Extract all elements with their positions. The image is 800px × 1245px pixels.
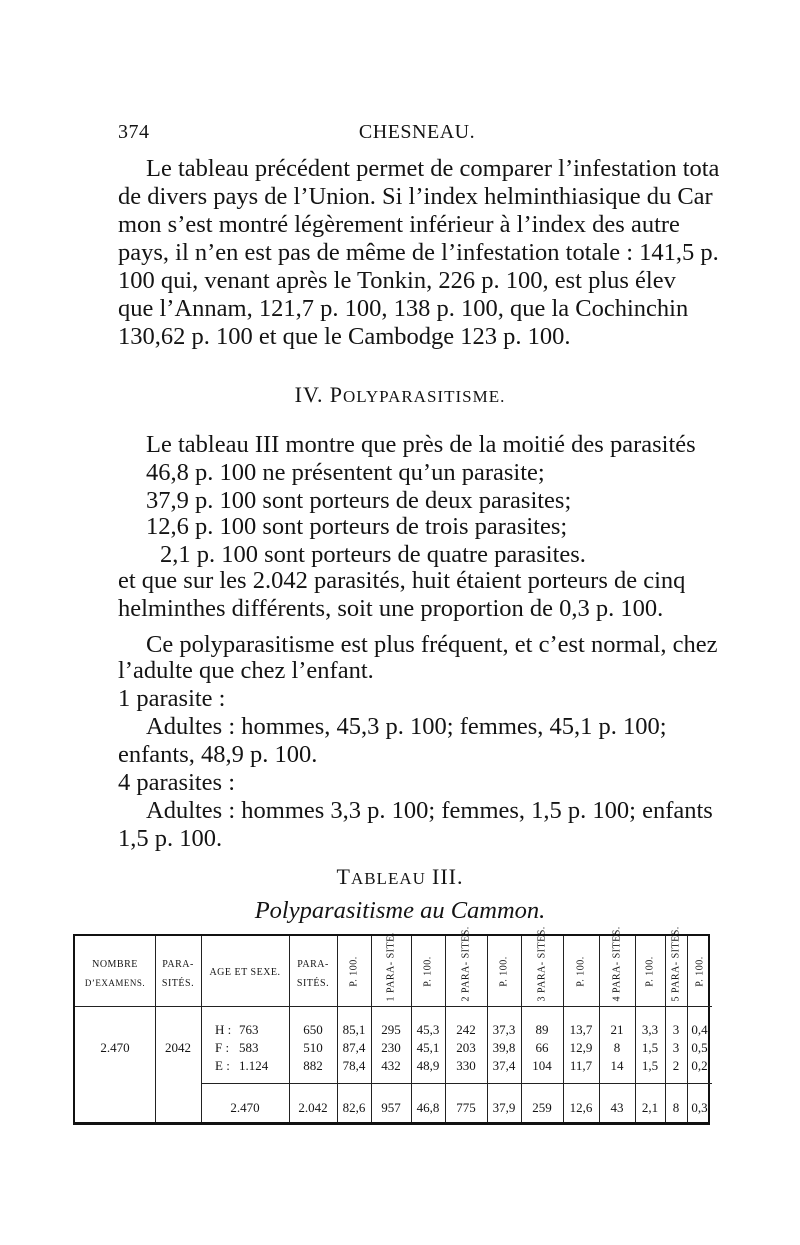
table-cell: 66: [535, 1040, 549, 1055]
table-cell: 3: [672, 1022, 680, 1037]
column-divider: [201, 936, 202, 1122]
header-parasites-line: SITÉS.: [161, 978, 195, 989]
table-cell: 87,4: [342, 1040, 366, 1055]
text-line: Le tableau III montre que près de la moitié des parasités: [146, 431, 696, 458]
table-cell: 2: [672, 1058, 680, 1073]
header-p100: P. 100.: [575, 956, 587, 987]
table-cell: 230: [381, 1040, 401, 1055]
cell-count: 763: [239, 1022, 259, 1037]
table-cell: 78,4: [342, 1058, 366, 1073]
table-cell: 1,5: [641, 1058, 659, 1073]
section-title-initial: P: [329, 382, 343, 407]
header-parasites2-line: PARA-: [297, 959, 329, 970]
table-cell: 39,8: [492, 1040, 516, 1055]
total-cell: 0,3: [691, 1100, 708, 1115]
table-cell: 37,3: [492, 1022, 516, 1037]
total-cell: 37,9: [492, 1100, 516, 1115]
text-line: Ce polyparasitisme est plus fréquent, et c’est normal, chez: [146, 631, 718, 658]
table-cell: 0,5: [691, 1040, 708, 1055]
section-heading: [0, 380, 800, 412]
table-cell: 8: [613, 1040, 621, 1055]
table-cell: 21: [610, 1022, 624, 1037]
table-caption: Polyparasitisme au Cammon.: [254, 897, 546, 924]
header-parasites2-line: SITÉS.: [296, 978, 330, 989]
header-p100: P. 100.: [348, 956, 360, 987]
header-p100: P. 100.: [694, 956, 706, 987]
table-cell: 0,2: [691, 1058, 708, 1073]
cell-nombre-examens: 2.470: [100, 1040, 130, 1055]
header-3-parasites: 3 PARA- SITES.: [536, 926, 548, 1002]
text-line: helminthes différents, soit une proportion de 0,3 p. 100.: [118, 595, 664, 622]
header-nombre: [75, 958, 155, 990]
total-cell: 43: [610, 1100, 624, 1115]
header-rule: [75, 1006, 712, 1007]
table-cell: 45,3: [416, 1022, 440, 1037]
header-parasites-line: PARA-: [162, 959, 194, 970]
cell-age-sex: H :: [215, 1022, 232, 1037]
text-line: que l’Annam, 121,7 p. 100, 138 p. 100, que la Cochinchin: [118, 295, 689, 322]
table-cell: 37,4: [492, 1058, 516, 1073]
text-line: l’adulte que chez l’enfant.: [118, 657, 374, 684]
table-cell: 650: [303, 1022, 323, 1037]
total-cell: 12,6: [569, 1100, 593, 1115]
table-cell: 89: [535, 1022, 549, 1037]
header-p100: P. 100.: [498, 956, 510, 987]
header-nombre-line: NOMBRE: [92, 959, 138, 970]
text-line: 12,6 p. 100 sont porteurs de trois parasites;: [146, 513, 568, 540]
header-parasites2: [289, 958, 337, 990]
total-cell: 957: [381, 1100, 401, 1115]
polyparasitism-table: [73, 926, 710, 1125]
header-4-parasites: 4 PARA- SITES.: [611, 926, 623, 1002]
cell-count: 583: [239, 1040, 259, 1055]
total-cell: 775: [456, 1100, 476, 1115]
table-cell: 242: [456, 1022, 476, 1037]
table-cell: 48,9: [416, 1058, 440, 1073]
table-cell: 3,3: [641, 1022, 659, 1037]
text-line: 1,5 p. 100.: [118, 825, 223, 852]
header-5-parasites: 5 PARA- SITES.: [670, 926, 682, 1002]
table-cell: 0,4: [691, 1022, 708, 1037]
table-title: [0, 862, 800, 894]
text-line: de divers pays de l’Union. Si l’index helminthiasique du Car: [118, 183, 713, 210]
table-title-rest: ABLEAU: [350, 869, 426, 888]
text-line: 37,9 p. 100 sont porteurs de deux parasites;: [146, 487, 572, 514]
table-title-initial: T: [336, 864, 351, 889]
total-cell: 2.042: [298, 1100, 328, 1115]
cell-age-sex: F :: [215, 1040, 230, 1055]
total-cell: 2,1: [641, 1100, 659, 1115]
text-line: Adultes : hommes 3,3 p. 100; femmes, 1,5 p. 100; enfants: [146, 797, 713, 824]
text-line: pays, il n’en est pas de même de l’infestation totale : 141,5 p.: [118, 239, 719, 266]
table-cell: 13,7: [569, 1022, 593, 1037]
total-cell: 8: [672, 1100, 680, 1115]
section-number: IV.: [294, 382, 324, 407]
text-line: mon s’est montré légèrement inférieur à l’index des autre: [118, 211, 680, 238]
header-age-sexe: AGE ET SEXE.: [209, 967, 281, 978]
text-line: Le tableau précédent permet de comparer l’infestation tota: [146, 155, 720, 182]
table-cell: 203: [456, 1040, 476, 1055]
cell-nombre-parasites: 2042: [165, 1040, 191, 1055]
header-nombre-line: D’EXAMENS.: [84, 978, 146, 988]
cell-age-sex: E :: [215, 1058, 230, 1073]
page-header: [118, 121, 716, 151]
header-p100: P. 100.: [422, 956, 434, 987]
text-line: enfants, 48,9 p. 100.: [118, 741, 318, 768]
table-cell: 1,5: [641, 1040, 659, 1055]
table-cell: 104: [532, 1058, 552, 1073]
text-line: 4 parasites :: [118, 769, 236, 796]
table-cell: 12,9: [569, 1040, 593, 1055]
text-line: 2,1 p. 100 sont porteurs de quatre parasites.: [160, 541, 586, 568]
table-cell: 330: [456, 1058, 476, 1073]
header-1-parasite: 1 PARA- SITE.: [385, 932, 397, 1002]
page-number: 374: [118, 121, 150, 143]
header-2-parasites: 2 PARA- SITES.: [460, 926, 472, 1002]
total-label: 2.470: [230, 1100, 260, 1115]
table-cell: 85,1: [342, 1022, 366, 1037]
running-head: CHESNEAU.: [358, 121, 476, 143]
section-title-rest: OLYPARASITISME.: [342, 387, 506, 406]
table-title-number: III.: [432, 864, 464, 889]
header-parasites: [155, 958, 201, 990]
table-cell: 432: [381, 1058, 401, 1073]
text-line: et que sur les 2.042 parasités, huit étaient porteurs de cinq: [118, 567, 686, 594]
text-line: 46,8 p. 100 ne présentent qu’un parasite;: [146, 459, 545, 486]
text-line: 1 parasite :: [118, 685, 226, 712]
header-p100: P. 100.: [644, 956, 656, 987]
total-cell: 259: [532, 1100, 552, 1115]
table-cell: 3: [672, 1040, 680, 1055]
total-cell: 46,8: [416, 1100, 440, 1115]
table-cell: 510: [303, 1040, 323, 1055]
total-rule: [201, 1083, 712, 1084]
text-line: Adultes : hommes, 45,3 p. 100; femmes, 45,1 p. 100;: [146, 713, 667, 740]
table-cell: 45,1: [416, 1040, 440, 1055]
table-cell: 882: [303, 1058, 323, 1073]
table-cell: 14: [610, 1058, 624, 1073]
text-line: 100 qui, venant après le Tonkin, 226 p. 100, est plus élev: [118, 267, 676, 294]
text-line: 130,62 p. 100 et que le Cambodge 123 p. 100.: [118, 323, 571, 350]
table-cell: 11,7: [569, 1058, 593, 1073]
total-cell: 82,6: [342, 1100, 366, 1115]
cell-count: 1.124: [239, 1058, 269, 1073]
table-cell: 295: [381, 1022, 401, 1037]
